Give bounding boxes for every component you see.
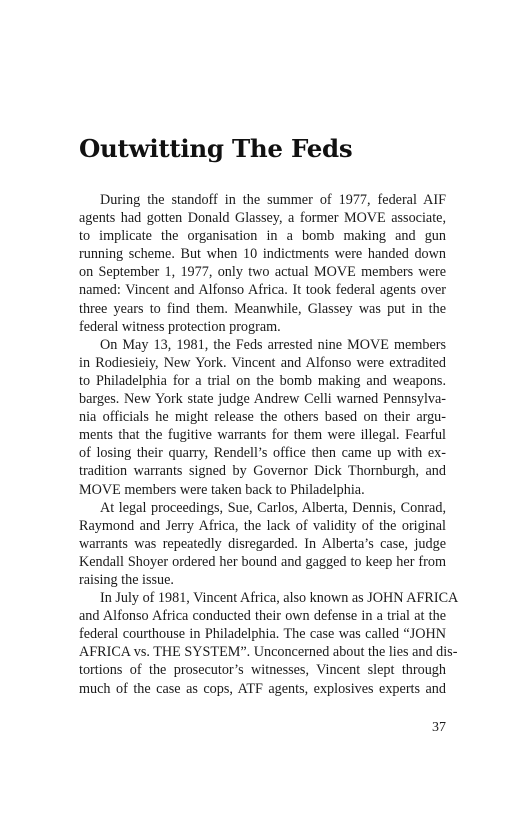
paragraph: [79, 191, 446, 336]
text-line: tortions of the prosecutor’s witnesses, Vincent slept through: [79, 662, 446, 679]
text-line: federal witness protection program.: [79, 318, 281, 335]
text-line: in Rodiesieiy, New York. Vincent and Alfonso were extradited: [79, 354, 446, 371]
paragraph: [79, 499, 446, 589]
text-line: AFRICA vs. THE SYSTEM”. Unconcerned about the lies and dis-: [79, 644, 458, 661]
chapter-title: Outwitting The Feds: [79, 134, 353, 163]
body-text: [79, 191, 459, 698]
text-line: named: Vincent and Alfonso Africa. It took federal agents over: [79, 282, 446, 299]
text-line: and Alfonso Africa conducted their own defense in a trial at the: [79, 608, 446, 625]
text-line: At legal proceedings, Sue, Carlos, Alberta, Dennis, Conrad,: [100, 499, 446, 516]
paragraph: [79, 589, 459, 698]
text-line: running scheme. But when 10 indictments were handed down: [79, 246, 446, 263]
text-line: On May 13, 1981, the Feds arrested nine MOVE members: [100, 336, 446, 353]
text-line: warrants was repeatedly disregarded. In Alberta’s case, judge: [79, 535, 446, 552]
text-line: federal courthouse in Philadelphia. The case was called “JOHN: [79, 626, 446, 643]
text-line: on September 1, 1977, only two actual MOVE members were: [79, 264, 446, 281]
text-line: to implicate the organisation in a bomb making and gun: [79, 228, 446, 245]
text-line: tradition warrants signed by Governor Dick Thornburgh, and: [79, 463, 446, 480]
text-line: Kendall Shoyer ordered her bound and gagged to keep her from: [79, 553, 446, 570]
text-line: MOVE members were taken back to Philadelphia.: [79, 481, 365, 498]
text-line: much of the case as cops, ATF agents, explosives experts and: [79, 680, 446, 697]
text-line: raising the issue.: [79, 571, 174, 588]
page-number: 37: [432, 720, 446, 735]
text-line: Raymond and Jerry Africa, the lack of validity of the original: [79, 517, 446, 534]
text-line: During the standoff in the summer of 1977, federal AIF: [100, 192, 446, 208]
text-line: to Philadelphia for a trial on the bomb making and weapons.: [79, 372, 446, 389]
text-line: of losing their quarry, Rendell’s office then came up with ex-: [79, 445, 446, 462]
text-line: barges. New York state judge Andrew Celli warned Pennsylva-: [79, 391, 446, 408]
text-line: agents had gotten Donald Glassey, a former MOVE associate,: [79, 210, 446, 227]
paragraph: [79, 336, 446, 499]
text-line: ments that the fugitive warrants for them were illegal. Fearful: [79, 427, 446, 444]
text-line: three years to find them. Meanwhile, Glassey was put in the: [79, 300, 446, 317]
text-line: In July of 1981, Vincent Africa, also known as JOHN AFRICA: [100, 590, 459, 607]
text-line: nia officials he might release the others based on their argu-: [79, 409, 446, 426]
